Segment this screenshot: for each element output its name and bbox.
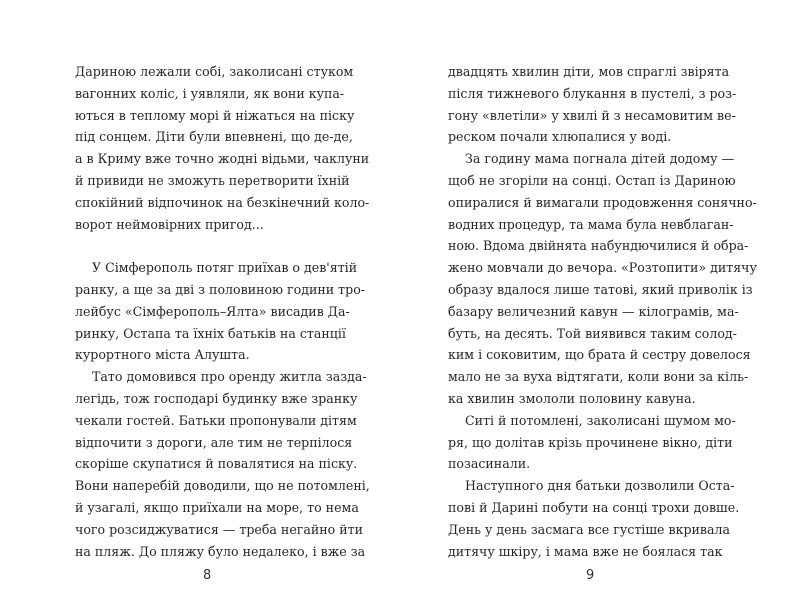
- text-line: ною. Вдома двійнята набундючилися й обра-: [448, 238, 749, 254]
- text-line: ранку, а ще за дві з половиною години тро-: [75, 281, 366, 297]
- text-line: й привиди не зможуть перетворити їхній: [75, 172, 350, 188]
- text-line: ворот неймовірних пригод...: [75, 216, 264, 232]
- text-line: лейбус «Сімферополь–Ялта» висадив Да-: [75, 303, 350, 319]
- text-line: чого розсиджуватися — треба негайно йти: [75, 521, 364, 537]
- text-line: чекали гостей. Батьки пропонували дітям: [75, 412, 357, 428]
- text-line: гону «влетіли» у хвилі й з несамовитим ве-: [448, 107, 736, 123]
- text-line: й узагалі, якщо приїхали на море, то нема: [75, 499, 359, 515]
- text-line: а в Криму вже точно жодні відьми, чаклуни: [75, 151, 370, 167]
- text-line: базару величезний кавун — кілограмів, ма-: [448, 303, 739, 319]
- text-line: дитячу шкіру, і мама вже не боялася так: [448, 543, 723, 559]
- text-line: Наступного дня батьки дозволили Оста-: [465, 478, 735, 494]
- text-line: За годину мама погнала дітей додому —: [465, 151, 735, 167]
- text-line: Вони наперебій доводили, що не потомлені,: [75, 478, 370, 494]
- text-line: жено мовчали до вечора. «Розтопити» дитячу: [448, 260, 757, 276]
- text-line: позасинали.: [448, 456, 531, 472]
- text-line: У Сімферополь потяг приїхав о дев'ятій: [92, 260, 358, 276]
- text-line: під сонцем. Діти були впевнені, що де-де,: [75, 129, 353, 145]
- right-page-text: [448, 61, 757, 562]
- left-page-text: [75, 61, 370, 562]
- text-line: щоб не згоріли на сонці. Остап із Дариною: [448, 172, 736, 188]
- text-line: ринку, Остапа та їхніх батьків на станції: [75, 325, 346, 341]
- text-line: опиралися й вимагали продовження сонячно-: [448, 194, 757, 210]
- text-line: відпочити з дороги, але тим не терпілося: [75, 434, 353, 450]
- text-line: ються в теплому морі й ніжаться на піску: [75, 107, 355, 123]
- text-line: легідь, тож господарі будинку вже зранку: [75, 390, 358, 406]
- text-line: курортного міста Алушта.: [75, 347, 250, 363]
- text-line: образу вдалося лише татові, який приволік із: [448, 281, 753, 297]
- text-line: реском почали хлюпалися у воді.: [448, 129, 672, 145]
- page-number-right: 9: [586, 568, 595, 583]
- text-line: Дариною лежали собі, заколисані стуком: [75, 64, 354, 79]
- text-line: пові й Дарині побути на сонці трохи довше.: [448, 499, 740, 515]
- paragraph-gap: [75, 235, 339, 257]
- text-line: на пляж. До пляжу було недалеко, і вже за: [75, 543, 366, 559]
- text-line: мало не за вуха відтягати, коли вони за кіль-: [448, 369, 749, 385]
- text-line: після тижневого блукання в пустелі, з роз-: [448, 85, 737, 101]
- text-line: вагонних коліс, і уявляли, як вони купа-: [75, 85, 345, 101]
- text-line: День у день засмага все густіше вкривала: [448, 521, 731, 537]
- text-line: водних процедур, та мама була невблаган-: [448, 216, 734, 232]
- text-line: двадцять хвилин діти, мов спраглі звірята: [448, 64, 730, 79]
- text-line: Тато домовився про оренду житла зазда-: [92, 369, 367, 385]
- text-line: ря, що долітав крізь прочинене вікно, діти: [448, 434, 733, 450]
- page-number-left: 8: [203, 568, 212, 583]
- text-line: Ситі й потомлені, заколисані шумом мо-: [465, 412, 736, 428]
- text-line: ка хвилин змололи половину кавуна.: [448, 390, 696, 406]
- text-line: ким і соковитим, що брата й сестру довелося: [448, 347, 751, 363]
- text-line: буть, на десять. Той виявився таким солод-: [448, 325, 737, 341]
- text-line: спокійний відпочинок на безкінечний коло-: [75, 194, 370, 210]
- text-line: скоріше скупатися й повалятися на піску.: [75, 456, 358, 472]
